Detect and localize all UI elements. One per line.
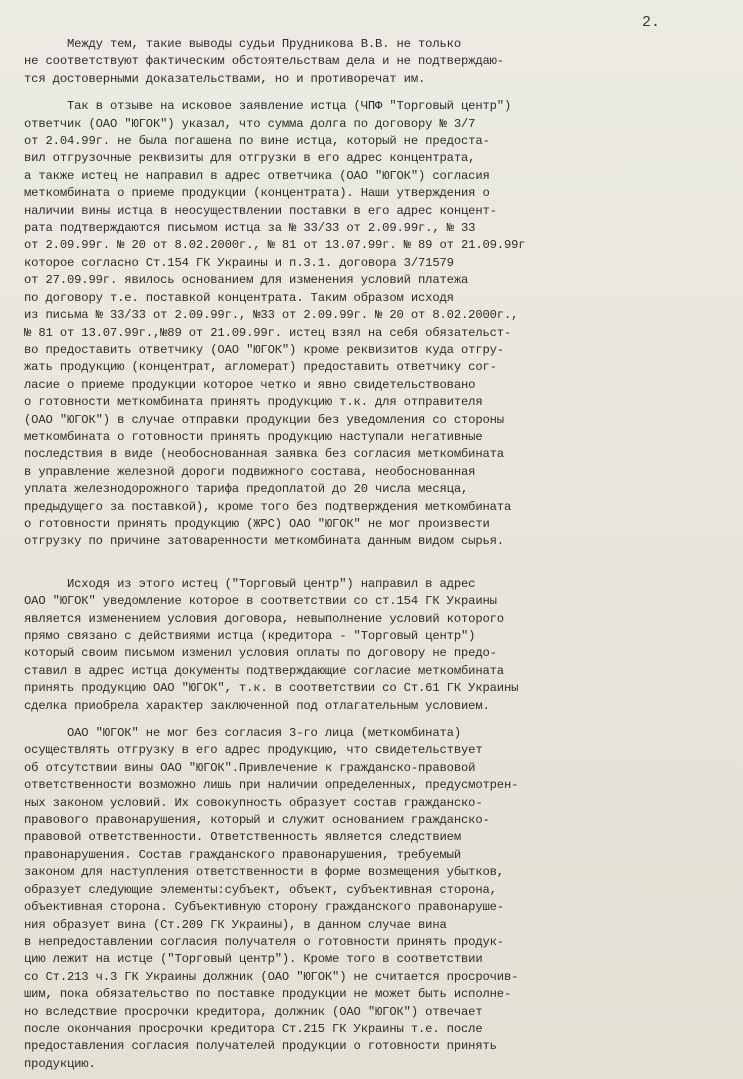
paragraph-4: ОАО "ЮГОК" не мог без согласия 3-го лица (меткомбината) осуществлять отгрузку в его адрес продукцию, что свидетельствует об отсутствии вины ОАО "ЮГОК".Привлечение к гражданско-правовой ответственности возможно лишь при наличии определенных, предусмотрен- ных законом условий. Их совокупность образует состав гражданско- правового правонарушения, который и служит основанием гражданско- правовой ответственности. Ответственность является следствием правонарушения. Состав гражданского правонарушения, требуемый законом для наступления ответственности в форме возмещения убытков, образует следующие элементы:субъект, объект, субъективная сторона, объективная сторона. Субъективную сторону гражданского правонаруше- ния образует вина (Ст.209 ГК Украины), в данном случае вина в непредоставлении согласия получателя о готовности принять продук- цию лежит на истце ("Торговый центр"). Кроме того в соответствии со Ст.213 ч.3 ГК Украины должник (ОАО "ЮГОК") не считается просрочив- шим, пока обязательство по поставке продукции не может быть исполне- но вследствие просрочки кредитора, должник (ОАО "ЮГОК") отвечает после окончания просрочки кредитора Ст.215 ГК Украины т.е. после предоставления согласия получателей продукции о готовности принять продукцию. (24, 726, 519, 1071)
document-body (24, 36, 736, 1073)
paragraph-2: Так в отзыве на исковое заявление истца (ЧПФ "Торговый центр") ответчик (ОАО "ЮГОК") указал, что сумма долга по договору № 3/7 от 2.04.99г. не была погашена по вине истца, который не предоста- вил отгрузочные реквизиты для отгрузки в его адрес концентрата, а также истец не направил в адрес ответчика (ОАО "ЮГОК") согласия меткомбината о приеме продукции (концентрата). Наши утверждения о наличии вины истца в неосуществлении поставки в его адрес концент- рата подтверждаются письмом истца за № 33/33 от 2.09.99г., № 33 от 2.09.99г. № 20 от 8.02.2000г., № 81 от 13.07.99г. № 89 от 21.09.99г которое согласно Ст.154 ГК Украины и п.3.1. договора 3/71579 от 27.09.99г. явилось основанием для изменения условий платежа по договору т.е. поставкой концентрата. Таким образом исходя из письма № 33/33 от 2.09.99г., №33 от 2.09.99г. № 20 от 8.02.2000г., № 81 от 13.07.99г.,№89 от 21.09.99г. истец взял на себя обязательст- во предоставить ответчику (ОАО "ЮГОК") кроме реквизитов куда отгру- жать продукцию (концентрат, агломерат) предоставить ответчику сог- ласие о приеме продукции которое четко и явно свидетельствовано о готовности меткомбината принять продукцию т.к. для отправителя (ОАО "ЮГОК") в случае отправки продукции без уведомления со стороны меткомбината о готовности принять продукцию наступали негативные последствия в виде (необоснованная заявка без согласия меткомбината в управление железной дороги подвижного состава, необоснованная уплата железнодорожного тарифа предоплатой до 20 числа месяца, предыдущего за поставкой), кроме того без подтверждения меткомбината о готовности принять продукцию (ЖРС) ОАО "ЮГОК" не мог произвести отгрузку по причине затоваренности меткомбината данным видом сырья. (24, 99, 526, 549)
paragraph-3: Исходя из этого истец ("Торговый центр") направил в адрес ОАО "ЮГОК" уведомление которое в соответствии со ст.154 ГК Украины является изменением условия договора, невыполнение условий которого прямо связано с действиями истца (кредитора - "Торговый центр") который своим письмом изменил условия оплаты по договору не предо- ставил в адрес истца документы подтверждающие согласие меткомбината принять продукцию ОАО "ЮГОК", т.к. в соответствии со Ст.61 ГК Украины сделка приобрела характер заключенной под отлагательным условием. (24, 576, 519, 713)
page-number: 2. (642, 14, 661, 31)
paragraph-1: Между тем, такие выводы судьи Прудникова В.В. не только не соответствуют фактическим обстоятельствам дела и не подтверждаю- тся достоверными доказательствами, но и противоречат им. (24, 37, 504, 86)
